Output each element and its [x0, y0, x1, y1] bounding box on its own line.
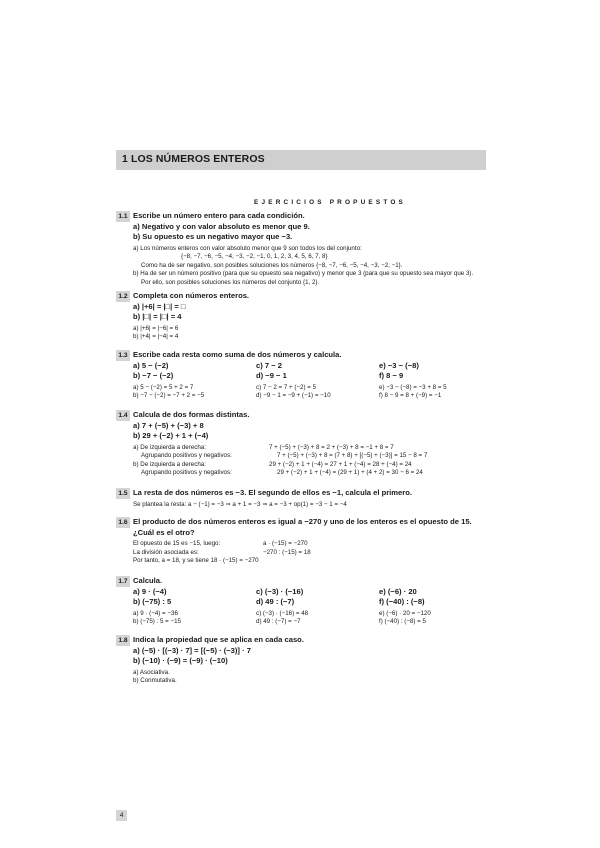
exercise-number: 1.7 — [116, 576, 130, 587]
exercise-statement: Indica la propiedad que se aplica en cada caso. — [133, 635, 304, 644]
exercise-1-4 — [116, 410, 492, 478]
exercise-item: a) 5 − (−2) — [133, 360, 169, 370]
exercise-statement: La resta de dos números es −3. El segundo de ellos es −1, calcula el primero. — [133, 488, 412, 497]
answer-line: d) −9 − 1 = −9 + (−1) = −10 — [256, 392, 331, 400]
exercise-1-6 — [116, 517, 492, 566]
exercise-1-5 — [116, 488, 492, 509]
answer-line: 7 + (−5) + (−3) + 8 = (7 + 8) + [(−5) + (−3)] = 15 − 8 = 7 — [277, 452, 428, 460]
exercise-item: c) 7 − 2 — [256, 360, 282, 370]
answer-line: e) (−6) · 20 = −120 — [379, 609, 431, 617]
answer-line: Como ha de ser negativo, son posibles soluciones los números {−8, −7, −6, −5, −4, −3, −2, −1}. — [141, 261, 403, 269]
exercise-item-a: a) Negativo y con valor absoluto es menor que 9. — [133, 221, 310, 231]
chapter-title: 1 LOS NÚMEROS ENTEROS — [122, 153, 265, 165]
exercise-item: d) −9 − 1 — [256, 371, 287, 380]
exercise-item-b: b) Su opuesto es un negativo mayor que −3. — [133, 232, 293, 241]
exercise-statement: Escribe cada resta como suma de dos números y calcula. — [133, 350, 342, 359]
exercise-item-a: a) |+6| = |□| = □ — [133, 301, 186, 311]
answer-line: e) −3 − (−8) = −3 + 8 = 5 — [379, 383, 447, 391]
answer-label: El opuesto de 15 es −15, luego: — [133, 540, 221, 547]
answer-line: b) |+4| = |−4| = 4 — [133, 333, 179, 341]
exercise-statement: Escribe un número entero para cada condición. — [133, 211, 305, 220]
answer-label: a) De izquierda a derecha: — [133, 443, 206, 451]
exercise-number: 1.1 — [116, 211, 130, 222]
page-number: 4 — [116, 810, 127, 821]
exercise-number: 1.5 — [116, 488, 130, 499]
answer-line: b) −7 − (−2) = −7 + 2 = −5 — [133, 392, 205, 400]
answer-line: a) Asociativa. — [133, 668, 170, 676]
exercise-item: d) 49 : (−7) — [256, 597, 295, 606]
answer-line: a) 9 · (−4) = −36 — [133, 609, 178, 617]
exercise-1-7 — [116, 576, 492, 627]
exercise-item: a) 9 · (−4) — [133, 586, 167, 596]
answer-line: c) 7 − 2 = 7 + (−2) = 5 — [256, 383, 317, 391]
exercise-item: b) (−75) : 5 — [133, 597, 172, 606]
exercise-item: e) −3 − (−8) — [379, 360, 419, 370]
exercise-number: 1.3 — [116, 350, 130, 361]
answer-line: Por tanto, a = 18, y se tiene 18 · (−15) = −270 — [133, 557, 259, 565]
answer-line: b) (−75) : 5 = −15 — [133, 618, 181, 626]
answer-label: La división asociada es: — [133, 548, 199, 556]
exercise-item-b: b) (−10) · (−9) = (−9) · (−10) — [133, 656, 228, 665]
exercise-item-b: b) |□| = |□| = 4 — [133, 312, 182, 321]
answer-label: b) De izquierda a derecha: — [133, 460, 206, 468]
exercise-number: 1.2 — [116, 291, 130, 302]
section-title: EJERCICIOS PROPUESTOS — [254, 199, 406, 206]
exercise-1-8 — [116, 635, 492, 686]
answer-line: a) 5 − (−2) = 5 + 2 = 7 — [133, 383, 194, 391]
answer-line: f) 8 − 9 = 8 + (−9) = −1 — [379, 392, 442, 400]
exercise-item-b: b) 29 + (−2) + 1 + (−4) — [133, 431, 209, 440]
exercise-item-a: a) 7 + (−5) + (−3) + 8 — [133, 420, 204, 430]
answer-line: Se plantea la resta: a − (−1) = −3 ⇒ a + 1 = −3 ⇒ a = −3 + op(1) = −3 − 1 = −4 — [133, 500, 347, 508]
answer-line: −270 : (−15) = 18 — [263, 548, 311, 556]
answer-line: a) |+6| = |−6| = 6 — [133, 324, 179, 332]
exercise-statement: Calcula de dos formas distintas. — [133, 410, 250, 419]
answer-line: {−8, −7, −6, −5, −4, −3, −2, −1, 0, 1, 2, 3, 4, 5, 6, 7, 8} — [181, 253, 328, 261]
answer-line: a) Los números enteros con valor absoluto menor que 9 son todos los del conjunto: — [133, 244, 362, 252]
answer-line: f) (−40) : (−8) = 5 — [379, 618, 426, 626]
exercise-item: c) (−3) · (−16) — [256, 586, 304, 596]
answer-line: 29 + (−2) + 1 + (−4) = (29 + 1) + (4 + 2) = 30 − 6 = 24 — [277, 469, 423, 477]
exercise-item: b) −7 − (−2) — [133, 371, 174, 380]
exercise-number: 1.6 — [116, 517, 130, 528]
exercise-item: e) (−6) · 20 — [379, 586, 417, 596]
answer-line: b) Conmutativa. — [133, 677, 177, 685]
answer-line: 7 + (−5) + (−3) + 8 = 2 + (−3) + 8 = −1 + 8 = 7 — [269, 443, 394, 451]
exercise-number: 1.8 — [116, 635, 130, 646]
answer-line: c) (−3) · (−16) = 48 — [256, 609, 309, 617]
answer-line: b) Ha de ser un número positivo (para que su opuesto sea negativo) y menor que 3 (para que su opuesto sea mayor que 3). — [133, 270, 474, 278]
exercise-statement: Calcula. — [133, 576, 163, 585]
answer-line: Por ello, son posibles soluciones los números del conjunto {1, 2}. — [141, 278, 320, 286]
exercise-item-a: a) (−5) · [(−3) · 7] = [(−5) · (−3)] · 7 — [133, 645, 251, 655]
exercise-item: f) (−40) : (−8) — [379, 597, 425, 606]
exercise-item: f) 8 − 9 — [379, 371, 404, 380]
exercise-statement: Completa con números enteros. — [133, 291, 250, 300]
exercise-1-1 — [116, 211, 492, 287]
exercise-1-3 — [116, 350, 492, 401]
exercise-1-2 — [116, 291, 492, 342]
answer-label: Agrupando positivos y negativos: — [141, 469, 232, 477]
chapter-header — [116, 150, 486, 170]
answer-label: Agrupando positivos y negativos: — [141, 452, 232, 460]
answer-line: d) 49 : (−7) = −7 — [256, 618, 301, 626]
exercise-number: 1.4 — [116, 410, 130, 421]
answer-line: 29 + (−2) + 1 + (−4) = 27 + 1 + (−4) = 28 + (−4) = 24 — [269, 460, 412, 468]
exercise-statement: El producto de dos números enteros es igual a −270 y uno de los enteros es el opuesto de 15. ¿Cuál es el otro? — [133, 517, 472, 537]
answer-line: a · (−15) = −270 — [263, 540, 308, 547]
